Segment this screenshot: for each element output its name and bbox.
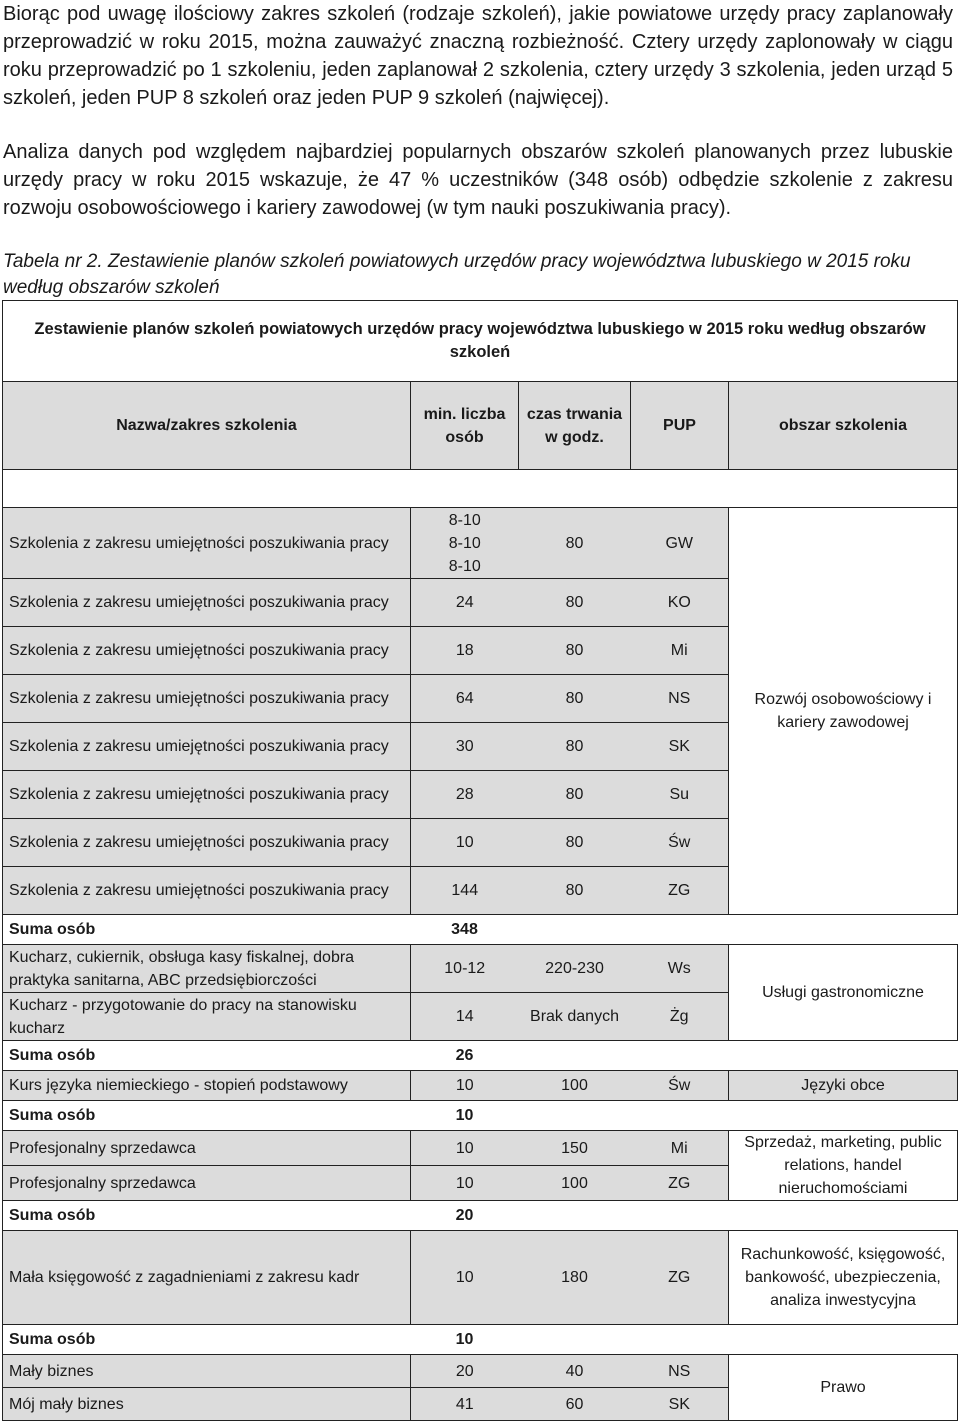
min-participants: 10 bbox=[411, 1131, 519, 1166]
min-participants: 20 bbox=[411, 1355, 519, 1388]
pup-code: GW bbox=[631, 508, 729, 579]
training-name: Szkolenia z zakresu umiejętności poszukiwania pracy bbox=[3, 627, 411, 675]
table-row bbox=[3, 1355, 958, 1388]
training-name: Szkolenia z zakresu umiejętności poszukiwania pracy bbox=[3, 771, 411, 819]
training-area: Rachunkowość, księgowość, bankowość, ubezpieczenia, analiza inwestycyjna bbox=[729, 1231, 958, 1325]
min-participants: 10-12 bbox=[411, 945, 519, 993]
min-participants: 10 bbox=[411, 1231, 519, 1325]
duration-hours: 220-230 bbox=[519, 945, 631, 993]
pup-code: Mi bbox=[631, 1131, 729, 1166]
table-caption: Tabela nr 2. Zestawienie planów szkoleń powiatowych urzędów pracy województwa lubuskiego w 2015 roku według obszarów szkoleń bbox=[3, 251, 911, 298]
table-row bbox=[3, 1131, 958, 1166]
pup-code: KO bbox=[631, 579, 729, 627]
table-row bbox=[3, 945, 958, 993]
min-participants: 30 bbox=[411, 723, 519, 771]
sum-row bbox=[3, 1041, 958, 1071]
intro-paragraph-1: Biorąc pod uwagę ilościowy zakres szkoleń (rodzaje szkoleń), jakie powiatowe urzędy pracy zaplanowały przeprowadzić w roku 2015, można zauważyć znaczną rozbieżność. Cztery urzędy zaplonowały w ciągu roku przeprowadzić po 1 szkoleniu, jeden zaplanował 2 szkolenia, cztery urzędy 3 szkolenia, jeden urząd 5 szkoleń, jeden PUP 8 szkoleń oraz jeden PUP 9 szkoleń (najwięcej). bbox=[3, 3, 953, 109]
duration-hours: 80 bbox=[519, 771, 631, 819]
sum-row bbox=[3, 1201, 958, 1231]
duration-hours: 60 bbox=[519, 1388, 631, 1421]
pup-code: Mi bbox=[631, 627, 729, 675]
training-name: Szkolenia z zakresu umiejętności poszukiwania pracy bbox=[3, 508, 411, 579]
training-area: Sprzedaż, marketing, public relations, handel nieruchomościami bbox=[729, 1131, 958, 1201]
training-name: Szkolenia z zakresu umiejętności poszukiwania pracy bbox=[3, 819, 411, 867]
duration-hours: 80 bbox=[519, 675, 631, 723]
sum-row bbox=[3, 1325, 958, 1355]
header-count: min. liczba osób bbox=[411, 382, 519, 470]
duration-hours: 80 bbox=[519, 723, 631, 771]
min-participants: 10 bbox=[411, 1166, 519, 1201]
duration-hours: 80 bbox=[519, 819, 631, 867]
duration-hours: 100 bbox=[519, 1071, 631, 1101]
min-participants: 24 bbox=[411, 579, 519, 627]
training-name: Mała księgowość z zagadnieniami z zakresu kadr bbox=[3, 1231, 411, 1325]
training-name: Kucharz - przygotowanie do pracy na stanowisku kucharz bbox=[3, 993, 411, 1041]
min-participants: 18 bbox=[411, 627, 519, 675]
sum-label: Suma osób bbox=[3, 1041, 411, 1071]
training-area: Usługi gastronomiczne bbox=[729, 945, 958, 1041]
training-name: Mój mały biznes bbox=[3, 1388, 411, 1421]
pup-code: Św bbox=[631, 1071, 729, 1101]
pup-code: Ws bbox=[631, 945, 729, 993]
pup-code: SK bbox=[631, 1388, 729, 1421]
duration-hours: 80 bbox=[519, 579, 631, 627]
header-area: obszar szkolenia bbox=[729, 382, 958, 470]
training-name: Profesjonalny sprzedawca bbox=[3, 1131, 411, 1166]
min-participants: 144 bbox=[411, 867, 519, 915]
training-name: Szkolenia z zakresu umiejętności poszukiwania pracy bbox=[3, 867, 411, 915]
training-plans-table bbox=[2, 300, 958, 1421]
duration-hours: 150 bbox=[519, 1131, 631, 1166]
duration-hours: 80 bbox=[519, 867, 631, 915]
min-participants: 14 bbox=[411, 993, 519, 1041]
header-duration: czas trwania w godz. bbox=[519, 382, 631, 470]
table-row bbox=[3, 508, 958, 579]
pup-code: Św bbox=[631, 819, 729, 867]
sum-row bbox=[3, 1101, 958, 1131]
duration-hours: 80 bbox=[519, 508, 631, 579]
table-row bbox=[3, 1071, 958, 1101]
sum-label: Suma osób bbox=[3, 1325, 411, 1355]
sum-value: 20 bbox=[411, 1201, 519, 1231]
table-row bbox=[3, 1231, 958, 1325]
sum-row bbox=[3, 915, 958, 945]
header-name: Nazwa/zakres szkolenia bbox=[3, 382, 411, 470]
table-title-row bbox=[3, 301, 958, 382]
header-pup: PUP bbox=[631, 382, 729, 470]
duration-hours: 180 bbox=[519, 1231, 631, 1325]
min-participants: 10 bbox=[411, 1071, 519, 1101]
pup-code: NS bbox=[631, 1355, 729, 1388]
header-row bbox=[3, 382, 958, 470]
training-name: Szkolenia z zakresu umiejętności poszukiwania pracy bbox=[3, 579, 411, 627]
min-participants: 10 bbox=[411, 819, 519, 867]
sum-value: 10 bbox=[411, 1101, 519, 1131]
pup-code: NS bbox=[631, 675, 729, 723]
training-area: Rozwój osobowościowy i kariery zawodowej bbox=[729, 508, 958, 915]
table-title: Zestawienie planów szkoleń powiatowych urzędów pracy województwa lubuskiego w 2015 roku według obszarów szkoleń bbox=[3, 301, 958, 382]
sum-value: 348 bbox=[411, 915, 519, 945]
duration-hours: 80 bbox=[519, 627, 631, 675]
spacer-row bbox=[3, 470, 958, 508]
pup-code: SK bbox=[631, 723, 729, 771]
sum-value: 10 bbox=[411, 1325, 519, 1355]
training-name: Kucharz, cukiernik, obsługa kasy fiskalnej, dobra praktyka sanitarna, ABC przedsiębiorczości bbox=[3, 945, 411, 993]
training-name: Kurs języka niemieckiego - stopień podstawowy bbox=[3, 1071, 411, 1101]
intro-paragraph-2: Analiza danych pod względem najbardziej popularnych obszarów szkoleń planowanych przez lubuskie urzędy pracy w roku 2015 wskazuje, że 47 % uczestników (348 osób) odbędzie szkolenie z zakresu rozwoju osobowościowego i kariery zawodowej (w tym nauki poszukiwania pracy). bbox=[3, 141, 953, 219]
training-name: Szkolenia z zakresu umiejętności poszukiwania pracy bbox=[3, 675, 411, 723]
sum-label: Suma osób bbox=[3, 1101, 411, 1131]
sum-label: Suma osób bbox=[3, 1201, 411, 1231]
duration-hours: 100 bbox=[519, 1166, 631, 1201]
min-participants: 28 bbox=[411, 771, 519, 819]
sum-label: Suma osób bbox=[3, 915, 411, 945]
min-participants: 8-10 8-10 8-10 bbox=[411, 508, 519, 579]
training-name: Mały biznes bbox=[3, 1355, 411, 1388]
pup-code: Su bbox=[631, 771, 729, 819]
training-name: Szkolenia z zakresu umiejętności poszukiwania pracy bbox=[3, 723, 411, 771]
duration-hours: Brak danych bbox=[519, 993, 631, 1041]
pup-code: Żg bbox=[631, 993, 729, 1041]
training-area: Prawo bbox=[729, 1355, 958, 1421]
min-participants: 64 bbox=[411, 675, 519, 723]
duration-hours: 40 bbox=[519, 1355, 631, 1388]
training-area: Języki obce bbox=[729, 1071, 958, 1101]
min-participants: 41 bbox=[411, 1388, 519, 1421]
pup-code: ZG bbox=[631, 1166, 729, 1201]
pup-code: ZG bbox=[631, 1231, 729, 1325]
pup-code: ZG bbox=[631, 867, 729, 915]
training-name: Profesjonalny sprzedawca bbox=[3, 1166, 411, 1201]
sum-value: 26 bbox=[411, 1041, 519, 1071]
